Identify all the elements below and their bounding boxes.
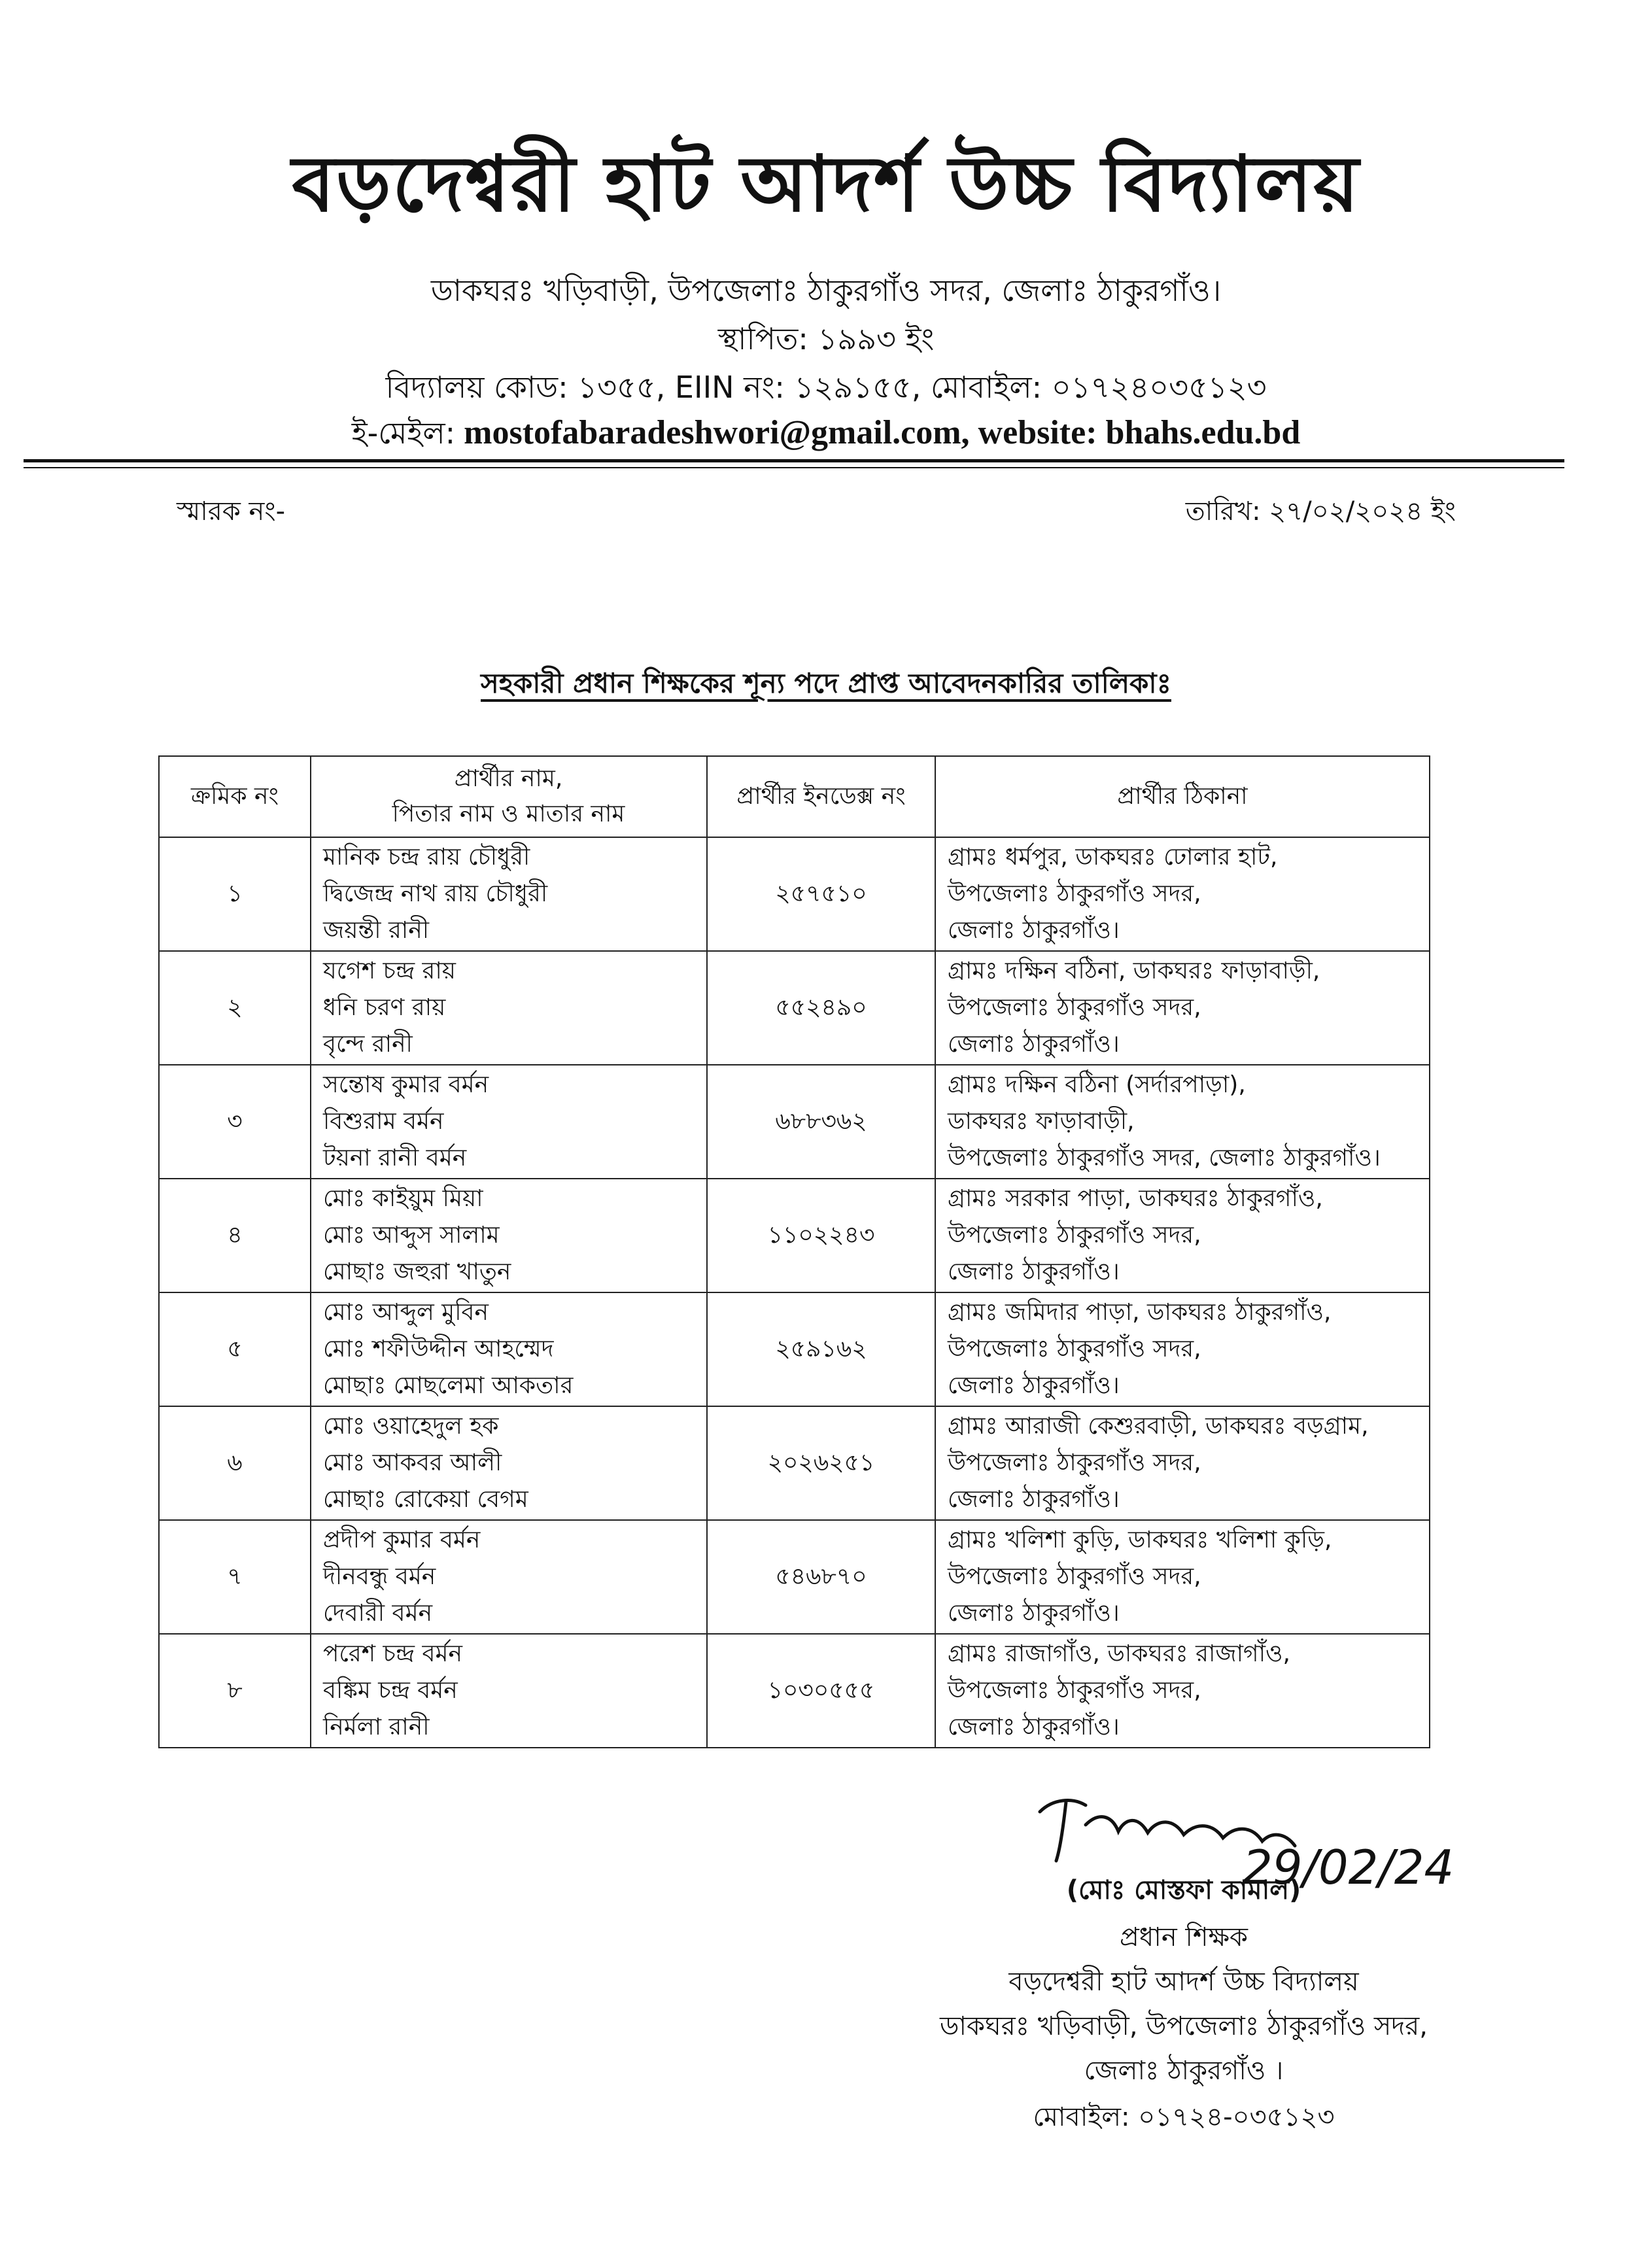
father-name: মোঃ আকবর আলী [323,1449,502,1476]
names-cell [311,1292,707,1406]
established-year: স্থাপিত: ১৯৯৩ ইং [717,321,935,356]
applicant-name: সন্তোষ কুমার বর্মন [323,1071,489,1098]
table-row [159,1065,1430,1179]
mother-name: মোছাঃ জহুরা খাতুন [323,1258,511,1285]
address-line: উপজেলাঃ ঠাকুরগাঁও সদর, [948,1222,1201,1249]
serial-cell: ৫ [159,1292,311,1406]
mother-name: বৃন্দে রানী [323,1031,413,1058]
address-cell [935,1406,1430,1520]
index-cell: ৫৫২৪৯০ [707,951,935,1065]
applicant-name: প্রদীপ কুমার বর্মন [323,1527,481,1553]
mother-name: জয়ন্তী রানী [323,917,429,944]
school-name: বড়দেশ্বরী হাট আদর্শ উচ্চ বিদ্যালয় [292,139,1360,229]
address-line: উপজেলাঃ ঠাকুরগাঁও সদর, [948,1677,1201,1704]
names-cell [311,1634,707,1748]
header-names-line2: পিতার নাম ও মাতার নাম [392,801,625,827]
email-website: mostofabaradeshwori@gmail.com, website: bhahs.edu.bd [464,414,1301,451]
address-cell [935,1292,1430,1406]
father-name: ধনি চরণ রায় [323,994,446,1021]
index-cell: ২০২৬২৫১ [707,1406,935,1520]
address-line: জেলাঃ ঠাকুরগাঁও। [948,917,1120,944]
signatory-name: (মোঃ মোস্তফা কামাল) [1066,1875,1301,1905]
address-line: জেলাঃ ঠাকুরগাঁও। [948,1031,1120,1058]
address-line: গ্রামঃ রাজাগাঁও, ডাকঘরঃ রাজাগাঁও, [948,1640,1290,1667]
address-line: জেলাঃ ঠাকুরগাঁও। [948,1600,1120,1627]
header-divider-thin [24,467,1564,468]
signatory-designation: প্রধান শিক্ষক [1120,1922,1248,1952]
header-divider-thick [24,459,1564,462]
father-name: দীনবন্ধু বর্মন [323,1563,436,1590]
address-line: গ্রামঃ সরকার পাড়া, ডাকঘরঃ ঠাকুরগাঁও, [948,1185,1323,1212]
table-header-row [159,756,1430,837]
father-name: বিশুরাম বর্মন [323,1108,444,1135]
school-codes: বিদ্যালয় কোড: ১৩৫৫, EIIN নং: ১২৯১৫৫, মোবাইল: ০১৭২৪০৩৫১২৩ [385,370,1267,405]
names-cell [311,1179,707,1292]
address-line: উপজেলাঃ ঠাকুরগাঁও সদর, [948,880,1201,907]
names-cell [311,1406,707,1520]
address-cell [935,1634,1430,1748]
memo-number: স্মারক নং- [177,496,286,527]
serial-cell: ৮ [159,1634,311,1748]
address-line: জেলাঃ ঠাকুরগাঁও। [948,1714,1120,1740]
table-row [159,1406,1430,1520]
applicant-name: মানিক চন্দ্র রায় চৌধুরী [323,844,530,871]
mother-name: টয়না রানী বর্মন [323,1145,467,1171]
index-cell: ১১০২২৪৩ [707,1179,935,1292]
address-line: উপজেলাঃ ঠাকুরগাঁও সদর, [948,1336,1201,1362]
mother-name: মোছাঃ রোকেয়া বেগম [323,1486,528,1513]
table-row [159,1292,1430,1406]
header-names-line1: প্রার্থীর নাম, [454,765,563,792]
header-names [311,756,707,837]
serial-cell: ৩ [159,1065,311,1179]
address-line: জেলাঃ ঠাকুরগাঁও। [948,1258,1120,1285]
table-row [159,1520,1430,1634]
father-name: বঙ্কিম চন্দ্র বর্মন [323,1677,458,1704]
address-cell [935,1065,1430,1179]
header-index: প্রার্থীর ইনডেক্স নং [707,756,935,837]
father-name: মোঃ শফীউদ্দীন আহম্মেদ [323,1336,554,1362]
mother-name: দেবারী বর্মন [323,1600,433,1627]
address-line: উপজেলাঃ ঠাকুরগাঁও সদর, জেলাঃ ঠাকুরগাঁও। [948,1145,1381,1171]
address-cell [935,1520,1430,1634]
serial-cell: ৪ [159,1179,311,1292]
email-label: ই-মেইল: [351,415,456,451]
table-row [159,1634,1430,1748]
school-address: ডাকঘরঃ খড়িবাড়ী, উপজেলাঃ ঠাকুরগাঁও সদর, জেলাঃ ঠাকুরগাঁও। [430,273,1222,308]
table-row [159,951,1430,1065]
serial-cell: ৬ [159,1406,311,1520]
mother-name: মোছাঃ মোছলেমা আকতার [323,1372,574,1399]
applicant-table [158,755,1430,1748]
address-cell [935,951,1430,1065]
index-cell: ১০৩০৫৫৫ [707,1634,935,1748]
signatory-address-1: ডাকঘরঃ খড়িবাড়ী, উপজেলাঃ ঠাকুরগাঁও সদর, [939,2011,1428,2041]
address-line: উপজেলাঃ ঠাকুরগাঁও সদর, [948,994,1201,1021]
father-name: দ্বিজেন্দ্র নাথ রায় চৌধুরী [323,880,548,907]
address-line: জেলাঃ ঠাকুরগাঁও। [948,1372,1120,1399]
address-line: গ্রামঃ খলিশা কুড়ি, ডাকঘরঃ খলিশা কুড়ি, [948,1527,1332,1553]
names-cell [311,1520,707,1634]
table-row [159,1179,1430,1292]
address-line: গ্রামঃ দক্ষিন বঠিনা, ডাকঘরঃ ফাড়াবাড়ী, [948,958,1320,984]
serial-cell: ২ [159,951,311,1065]
signatory-school: বড়দেশ্বরী হাট আদর্শ উচ্চ বিদ্যালয় [1008,1967,1359,1997]
address-line: গ্রামঃ জমিদার পাড়া, ডাকঘরঃ ঠাকুরগাঁও, [948,1299,1332,1326]
serial-cell: ৭ [159,1520,311,1634]
serial-cell: ১ [159,837,311,951]
signatory-address-2: জেলাঃ ঠাকুরগাঁও । [1084,2056,1284,2086]
signature-date: 29/02/24 [1243,1840,1454,1895]
list-title-text: সহকারী প্রধান শিক্ষকের শূন্য পদে প্রাপ্ত আবেদনকারির তালিকাঃ [481,667,1171,699]
father-name: মোঃ আব্দুস সালাম [323,1222,500,1249]
address-line: উপজেলাঃ ঠাকুরগাঁও সদর, [948,1563,1201,1590]
names-cell [311,837,707,951]
index-cell: ২৫৭৫১০ [707,837,935,951]
mother-name: নির্মলা রানী [323,1714,430,1740]
names-cell [311,951,707,1065]
address-line: উপজেলাঃ ঠাকুরগাঁও সদর, [948,1449,1201,1476]
address-line: গ্রামঃ আরাজী কেশুরবাড়ী, ডাকঘরঃ বড়গ্রাম, [948,1413,1369,1440]
applicant-name: মোঃ আব্দুল মুবিন [323,1299,489,1326]
table-row [159,837,1430,951]
address-line: জেলাঃ ঠাকুরগাঁও। [948,1486,1120,1513]
applicant-name: যগেশ চন্দ্র রায় [323,958,456,984]
index-cell: ৬৮৮৩৬২ [707,1065,935,1179]
header-address: প্রার্থীর ঠিকানা [935,756,1430,837]
address-line: ডাকঘরঃ ফাড়াবাড়ী, [948,1108,1135,1135]
address-cell [935,837,1430,951]
signatory-mobile: মোবাইল: ০১৭২৪-০৩৫১২৩ [1033,2102,1335,2132]
index-cell: ২৫৯১৬২ [707,1292,935,1406]
list-title [0,662,1652,708]
index-cell: ৫৪৬৮৭০ [707,1520,935,1634]
memo-date: তারিখ: ২৭/০২/২০২৪ ইং [1185,496,1456,527]
names-cell [311,1065,707,1179]
address-cell [935,1179,1430,1292]
applicant-name: মোঃ কাইয়ুম মিয়া [323,1185,483,1212]
address-line: গ্রামঃ ধর্মপুর, ডাকঘরঃ ঢোলার হাট, [948,844,1278,871]
contact-line [0,411,1652,460]
applicant-name: পরেশ চন্দ্র বর্মন [323,1640,462,1667]
applicant-name: মোঃ ওয়াহেদুল হক [323,1413,499,1440]
address-line: গ্রামঃ দক্ষিন বঠিনা (সর্দারপাড়া), [948,1071,1246,1098]
header-serial: ক্রমিক নং [159,756,311,837]
